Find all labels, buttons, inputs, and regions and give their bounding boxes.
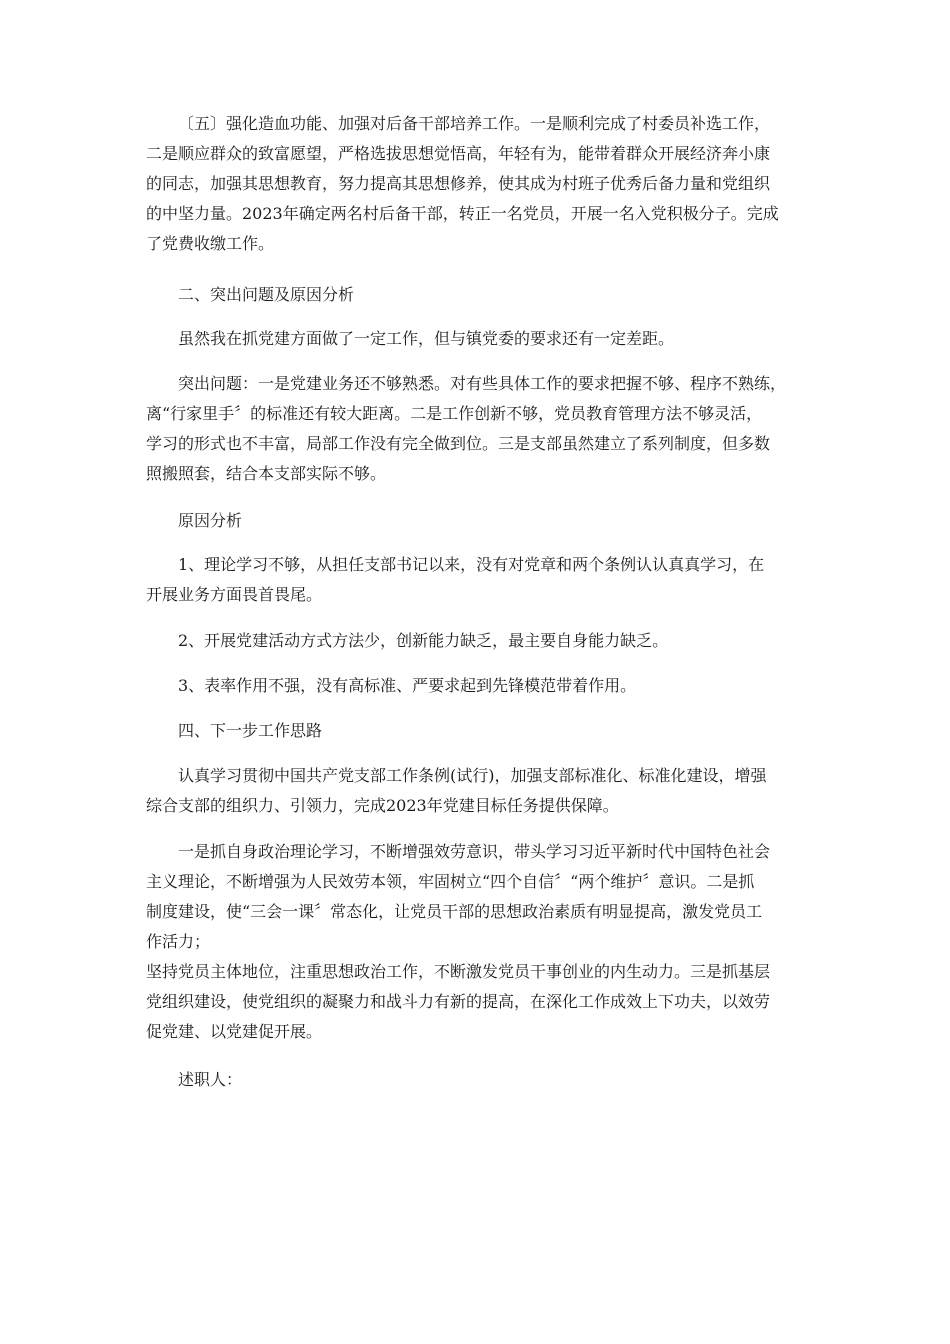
text-line: 认真学习贯彻中国共产党支部工作条例(试行)，加强支部标准化、标准化建设，增强 xyxy=(178,766,767,785)
paragraph-cause-3 xyxy=(146,671,810,701)
text-line: 党组织建设，使党组织的凝聚力和战斗力有新的提高，在深化工作成效上下功夫，以效劳 xyxy=(146,992,771,1011)
paragraph-work-plan xyxy=(146,837,810,1047)
paragraph-reserve-cadre-training xyxy=(146,109,810,259)
text-line: 开展业务方面畏首畏尾。 xyxy=(146,585,323,604)
text-line: 一是抓自身政治理论学习，不断增强效劳意识，带头学习习近平新时代中国特色社会 xyxy=(178,842,771,861)
text-line: 照搬照套，结合本支部实际不够。 xyxy=(146,464,387,483)
text-line: 坚持党员主体地位，注重思想政治工作，不断激发党员干事创业的内生动力。三是抓基层 xyxy=(146,962,771,981)
paragraph-gap-statement xyxy=(146,324,810,354)
text-line: 2、开展党建活动方式方法少，创新能力缺乏，最主要自身能力缺乏。 xyxy=(178,631,669,650)
text-line: 作活力； xyxy=(146,932,211,951)
text-line: 了党费收缴工作。 xyxy=(146,234,275,253)
heading-problems-analysis xyxy=(146,280,810,310)
paragraph-cause-2 xyxy=(146,626,810,656)
text-line: 学习的形式也不丰富，局部工作没有完全做到位。三是支部虽然建立了系列制度，但多数 xyxy=(146,434,771,453)
text-line: 离“行家里手〞的标准还有较大距离。二是工作创新不够，党员教育管理方法不够灵活， xyxy=(146,404,763,423)
text-line: 〔五〕强化造血功能、加强对后备干部培养工作。一是顺利完成了村委员补选工作， xyxy=(178,114,771,133)
text-line: 二是顺应群众的致富愿望，严格选拔思想觉悟高，年轻有为，能带着群众开展经济奔小康 xyxy=(146,144,771,163)
text-line: 制度建设，使“三会一课〞常态化，让党员干部的思想政治素质有明显提高，激发党员工 xyxy=(146,902,763,921)
text-line: 虽然我在抓党建方面做了一定工作，但与镇党委的要求还有一定差距。 xyxy=(178,329,675,348)
paragraph-study-regulations xyxy=(146,761,810,821)
paragraph-prominent-problems xyxy=(146,369,810,489)
heading-cause-analysis xyxy=(146,506,810,536)
text-line: 主义理论，不断增强为人民效劳本领，牢固树立“四个自信〞“两个维护〞意识。二是抓 xyxy=(146,872,755,891)
text-line: 的中坚力量。2023年确定两名村后备干部，转正一名党员，开展一名入党积极分子。完成 xyxy=(146,204,779,223)
text-line: 突出问题：一是党建业务还不够熟悉。对有些具体工作的要求把握不够、程序不熟练， xyxy=(178,374,787,393)
text-line: 原因分析 xyxy=(178,511,243,530)
heading-next-steps xyxy=(146,716,810,746)
text-line: 促党建、以党建促开展。 xyxy=(146,1022,323,1041)
text-line: 综合支部的组织力、引领力，完成2023年党建目标任务提供保障。 xyxy=(146,796,619,815)
text-line: 述职人： xyxy=(178,1070,243,1089)
text-line: 四、下一步工作思路 xyxy=(178,721,323,740)
paragraph-cause-1 xyxy=(146,550,810,610)
text-line: 的同志，加强其思想教育，努力提高其思想修养，使其成为村班子优秀后备力量和党组织 xyxy=(146,174,771,193)
signature-label xyxy=(146,1065,810,1095)
text-line: 1、理论学习不够，从担任支部书记以来，没有对党章和两个条例认认真真学习，在 xyxy=(178,555,765,574)
text-line: 3、表率作用不强，没有高标准、严要求起到先锋模范带着作用。 xyxy=(178,676,637,695)
text-line: 二、突出问题及原因分析 xyxy=(178,285,355,304)
